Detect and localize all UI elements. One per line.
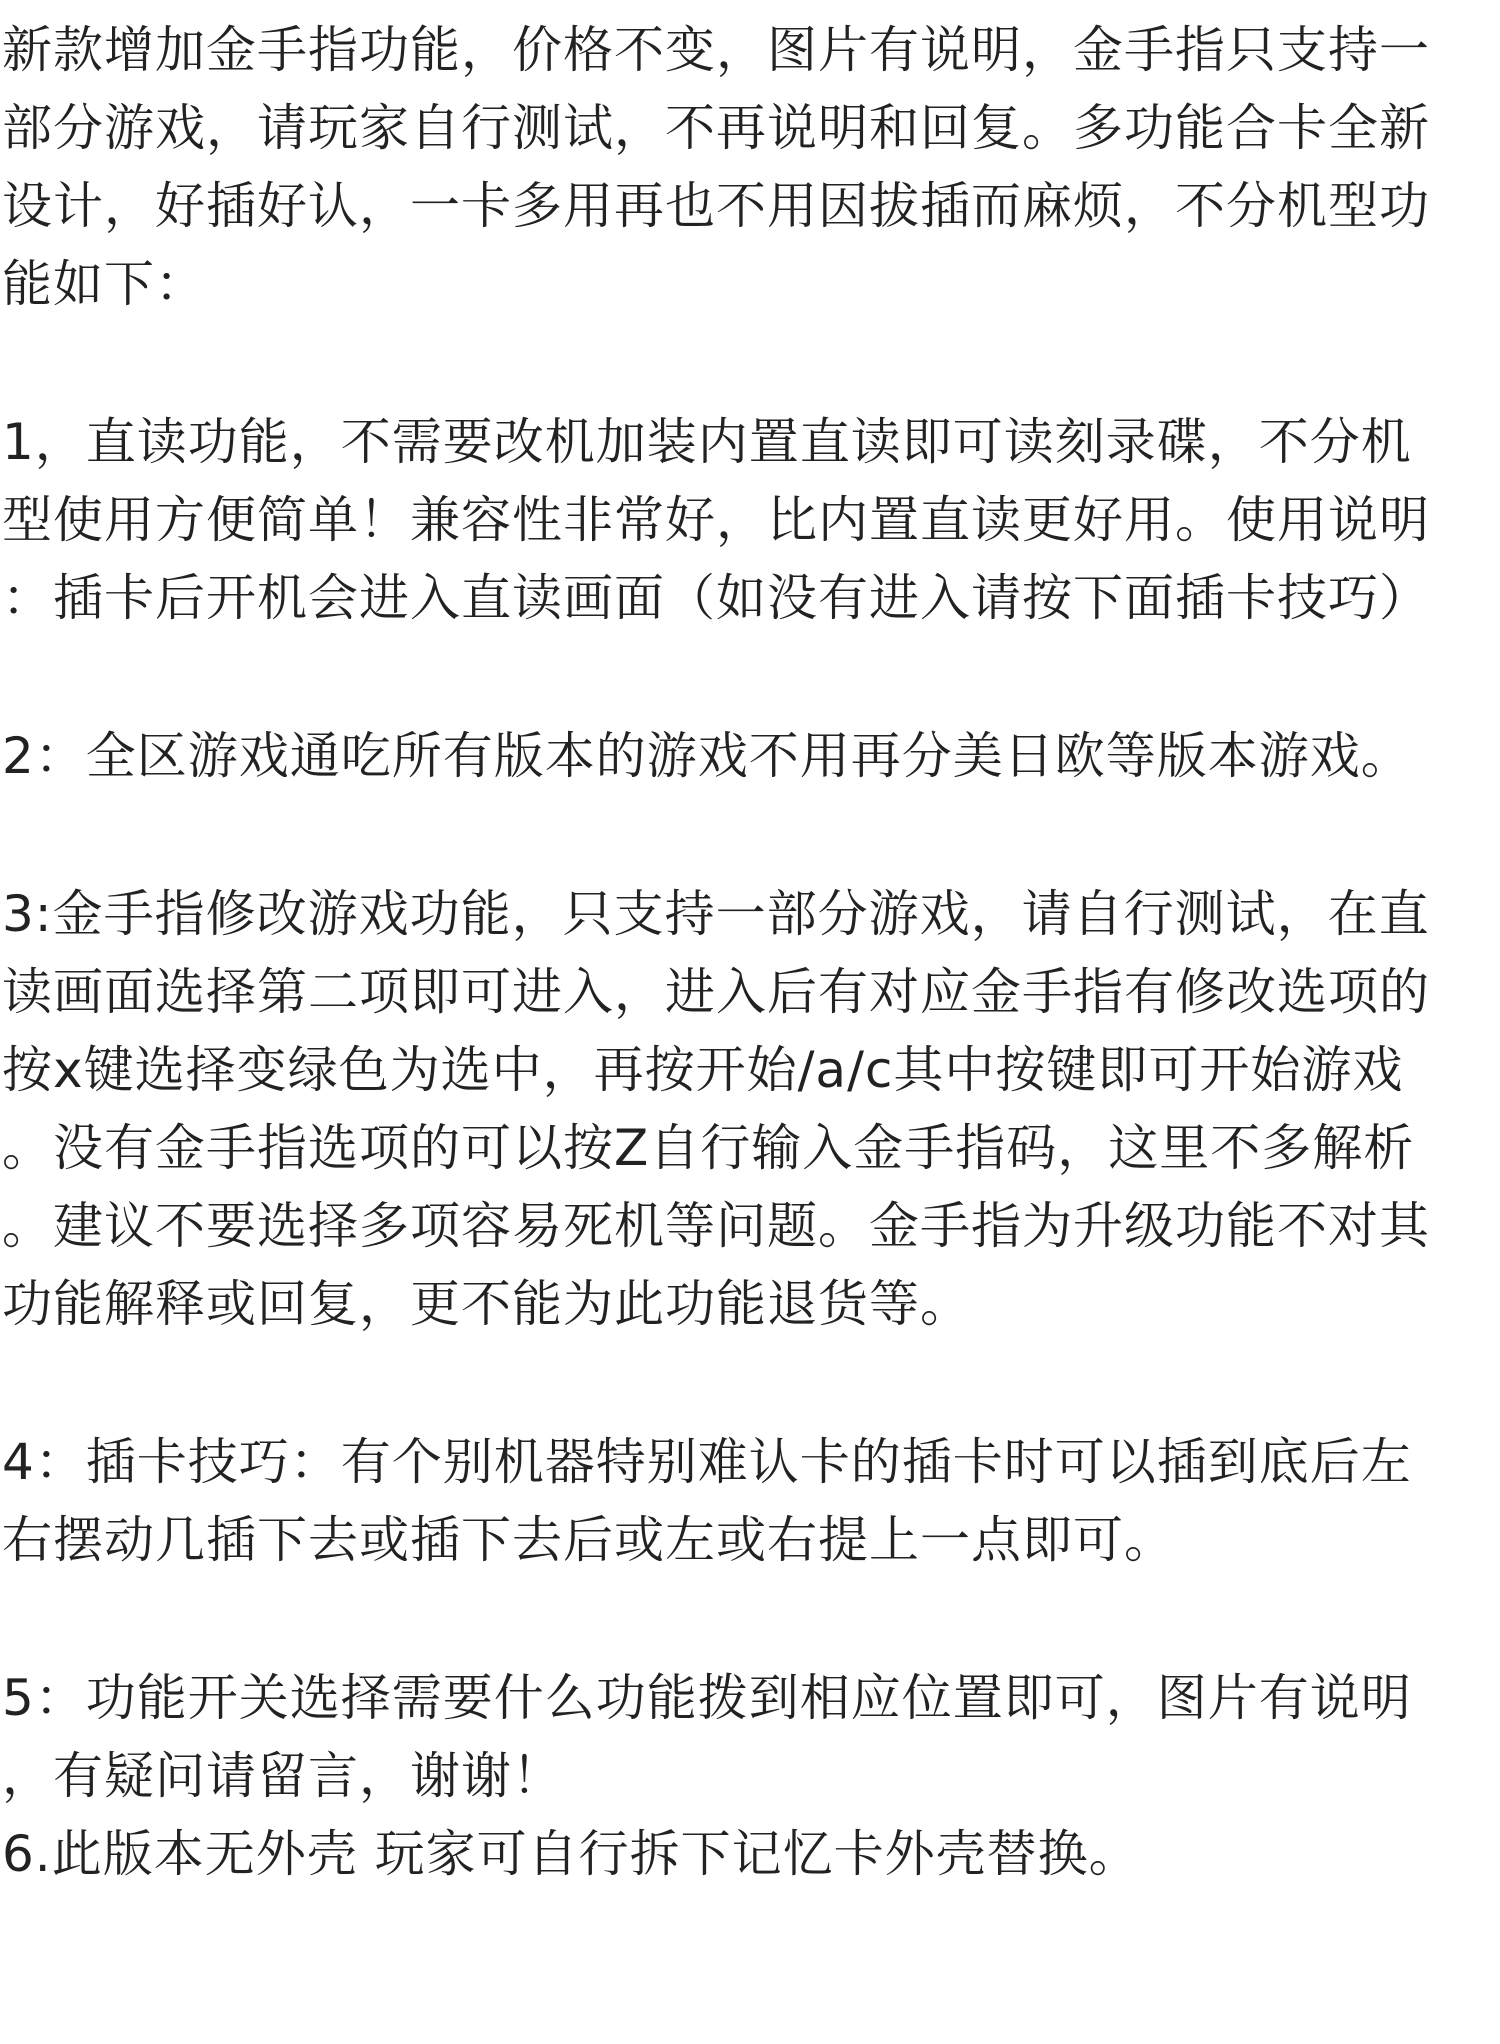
intro-line-4: 能如下： — [2, 255, 206, 313]
item3-line-3: 按x键选择变绿色为选中，再按开始/a/c其中按键即可开始游戏 — [2, 1041, 1404, 1099]
item5-line-2: ，有疑问请留言，谢谢！ — [2, 1747, 563, 1805]
item5-line-1: 5：功能开关选择需要什么功能拨到相应位置即可，图片有说明 — [2, 1669, 1412, 1727]
item1-line-3: ：插卡后开机会进入直读画面（如没有进入请按下面插卡技巧） — [2, 569, 1430, 627]
item6-line-1: 6.此版本无外壳 玩家可自行拆下记忆卡外壳替换。 — [2, 1825, 1140, 1883]
intro-line-1: 新款增加金手指功能，价格不变，图片有说明，金手指只支持一 — [2, 21, 1430, 79]
item3-line-4: 。没有金手指选项的可以按Z自行输入金手指码，这里不多解析 — [2, 1119, 1415, 1177]
item1-line-2: 型使用方便简单！兼容性非常好，比内置直读更好用。使用说明 — [2, 491, 1430, 549]
item2-line-1: 2：全区游戏通吃所有版本的游戏不用再分美日欧等版本游戏。 — [2, 727, 1412, 785]
item3-line-5: 。建议不要选择多项容易死机等问题。金手指为升级功能不对其 — [2, 1197, 1430, 1255]
item4-line-1: 4：插卡技巧：有个别机器特别难认卡的插卡时可以插到底后左 — [2, 1433, 1412, 1491]
intro-line-3: 设计，好插好认，一卡多用再也不用因拔插而麻烦，不分机型功 — [2, 177, 1430, 235]
item3-line-6: 功能解释或回复，更不能为此功能退货等。 — [2, 1275, 971, 1333]
item3-line-2: 读画面选择第二项即可进入，进入后有对应金手指有修改选项的 — [2, 963, 1430, 1021]
item4-line-2: 右摆动几插下去或插下去后或左或右提上一点即可。 — [2, 1511, 1175, 1569]
intro-line-2: 部分游戏，请玩家自行测试，不再说明和回复。多功能合卡全新 — [2, 99, 1430, 157]
item1-line-1: 1，直读功能，不需要改机加装内置直读即可读刻录碟，不分机 — [2, 413, 1412, 471]
item3-line-1: 3:金手指修改游戏功能，只支持一部分游戏，请自行测试，在直 — [2, 885, 1430, 943]
